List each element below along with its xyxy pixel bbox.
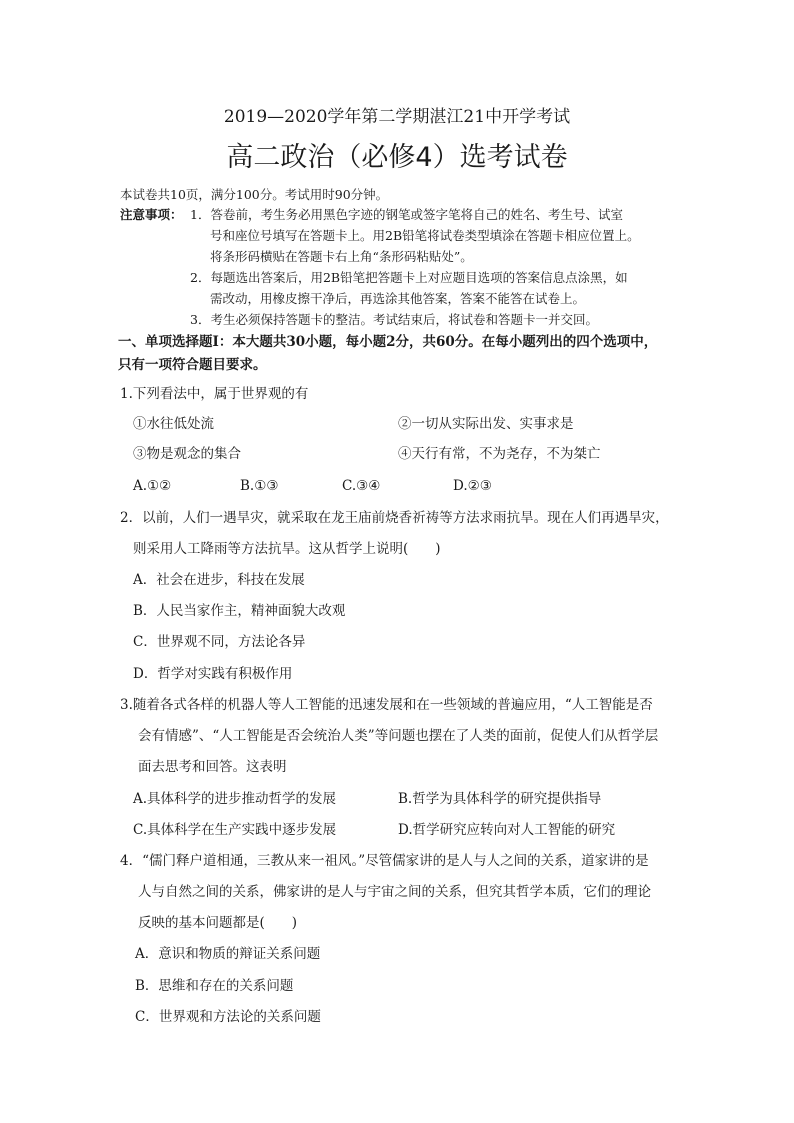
q3-option-b: B.哲学为具体科学的研究提供指导 xyxy=(398,791,602,807)
q1-statement-2: ②一切从实际出发、实事求是 xyxy=(398,416,574,432)
note-2-line1: 2．每题选出答案后，用2B铅笔把答题卡上对应题目选项的答案信息点涂黑，如 xyxy=(190,270,628,285)
note-2-line2: 需改动，用橡皮擦干净后，再选涂其他答案，答案不能答在试卷上。 xyxy=(210,291,586,306)
q3-stem-line2: 会有情感”、“人工智能是否会统治人类”等问题也摆在了人类的面前，促使人们从哲学层 xyxy=(138,728,659,744)
q1-statement-3: ③物是观念的集合 xyxy=(133,446,241,462)
notes-label: 注意事项： xyxy=(120,207,183,222)
section1-heading-line2: 只有一项符合题目要求。 xyxy=(118,357,267,373)
note-3-line1: 3．考生必须保持答题卡的整洁。考试结束后，将试卷和答题卡一并交回。 xyxy=(190,312,598,327)
q3-option-a: A.具体科学的进步推动哲学的发展 xyxy=(133,791,337,807)
q4-stem-line2: 人与自然之间的关系，佛家讲的是人与宇宙之间的关系，但究其哲学本质，它们的理论 xyxy=(138,884,651,900)
q1-statement-4: ④天行有常，不为尧存，不为桀亡 xyxy=(398,446,601,462)
q4-option-b: B．思维和存在的关系问题 xyxy=(135,978,294,994)
note-1-line1: 1．答卷前，考生务必用黑色字迹的钢笔或签字笔将自己的姓名、考生号、试室 xyxy=(190,207,623,222)
q1-option-a: A.①② xyxy=(133,478,172,494)
q3-stem-line3: 面去思考和回答。这表明 xyxy=(138,759,287,775)
note-1-line2: 号和座位号填写在答题卡上。用2B铅笔将试卷类型填涂在答题卡相应位置上。 xyxy=(210,228,640,243)
exam-title-line2: 高二政治（必修4）选考试卷 xyxy=(226,142,568,173)
q3-option-c: C.具体科学在生产实践中逐步发展 xyxy=(133,822,337,838)
exam-title-line1: 2019—2020学年第二学期湛江21中开学考试 xyxy=(223,107,571,127)
q1-stem: 1.下列看法中，属于世界观的有 xyxy=(120,386,309,402)
q2-option-d: D．哲学对实践有积极作用 xyxy=(133,666,293,682)
q2-stem-line2: 则采用人工降雨等方法抗旱。这从哲学上说明( ) xyxy=(133,541,441,557)
q1-statement-1: ①水往低处流 xyxy=(133,416,214,432)
q2-option-c: C．世界观不同，方法论各异 xyxy=(133,634,306,650)
section1-heading-line1: 一、单项选择题Ⅰ：本大题共30小题，每小题2分，共60分。在每小题列出的四个选项中， xyxy=(118,334,658,350)
q4-option-a: A．意识和物质的辩证关系问题 xyxy=(135,946,321,962)
q1-option-d: D.②③ xyxy=(453,478,492,494)
q2-stem-line1: 2．以前，人们一遇旱灾，就采取在龙王庙前烧香祈祷等方法求雨抗旱。现在人们再遇旱灾， xyxy=(120,510,669,526)
note-1-line3: 将条形码横贴在答题卡右上角“条形码粘贴处”。 xyxy=(210,249,473,264)
q1-option-c: C.③④ xyxy=(342,478,381,494)
q2-option-b: B．人民当家作主，精神面貌大改观 xyxy=(133,603,346,619)
q3-stem-line1: 3.随着各式各样的机器人等人工智能的迅速发展和在一些领域的普遍应用，“人工智能是否 xyxy=(120,697,653,713)
q4-stem-line3: 反映的基本问题都是( ) xyxy=(138,915,298,931)
q3-option-d: D.哲学研究应转向对人工智能的研究 xyxy=(398,822,616,838)
exam-summary: 本试卷共10页，满分100分。考试用时90分钟。 xyxy=(120,187,389,202)
q1-option-b: B.①③ xyxy=(240,478,279,494)
q2-option-a: A．社会在进步，科技在发展 xyxy=(133,572,305,588)
q4-stem-line1: 4．“儒门释户道相通，三教从来一祖风。”尽管儒家讲的是人与人之间的关系，道家讲的是 xyxy=(120,853,649,869)
q4-option-c: C．世界观和方法论的关系问题 xyxy=(135,1009,321,1025)
